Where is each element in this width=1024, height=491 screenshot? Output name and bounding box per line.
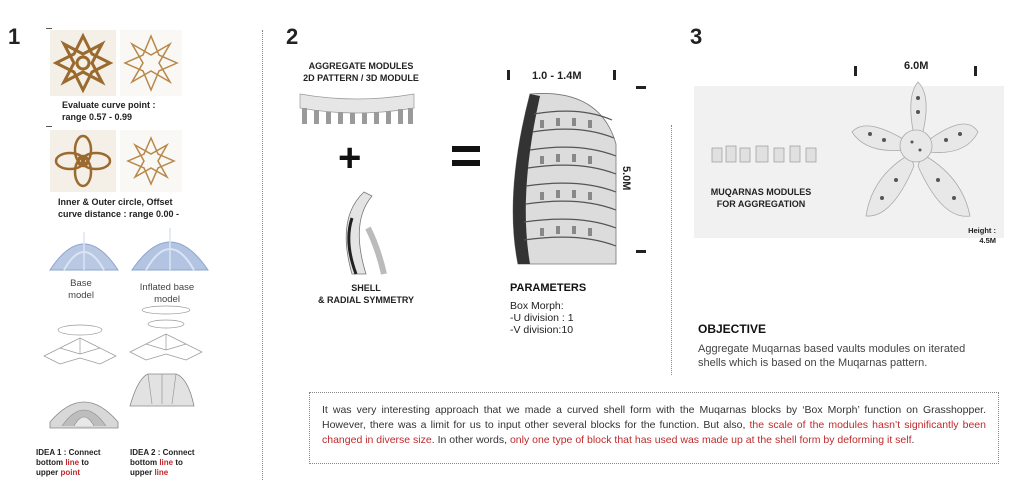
equals-bar-top [452,146,480,152]
idea1-vault-icon [46,382,122,432]
plus-symbol: + [338,136,362,180]
mark [46,28,52,29]
shell-icon [328,188,388,280]
caption-line: curve distance : range 0.00 - [58,209,180,219]
dim-height-label: 5.0M [620,166,632,191]
note-box [309,392,999,464]
height-label [962,226,996,246]
caption-offset-curve [58,196,179,220]
dim-tick-top [636,86,646,89]
parameter-item: -U division : 1 [510,312,574,324]
wireframe-pattern-icon [40,318,120,368]
dim-tick-left-3 [854,66,857,76]
text: bottom [130,458,160,467]
text: bottom [36,458,66,467]
idea1-label [36,448,101,478]
idea-line: IDEA 1 : Connect [36,448,101,457]
wireframe-pattern-2-icon [124,304,208,368]
gold-star-pattern-icon [120,30,182,96]
dim-width-label: 1.0 - 1.4M [532,70,582,82]
text: to [173,458,183,467]
note-text: It was very interesting approach that we made a curved shell form with the Muqarnas blocks by ‘Box Morph’ function on Grasshopper. However, there was a limit for us to input other several blocks for the function. But also, [322,404,986,431]
muqarnas-shell-icon [500,84,620,274]
idea-line [36,468,101,478]
base-model-icon [44,224,124,276]
label-line: Base [70,278,92,289]
dim-width-label-3: 6.0M [904,60,929,72]
dim-tick-left [507,70,510,80]
section-number-1: 1 [8,24,21,49]
label-line: SHELL [351,283,381,293]
objective-title: OBJECTIVE [698,322,767,336]
equals-bar-bottom [452,160,480,166]
label-line: model [154,294,180,305]
highlight: line [65,458,80,467]
section-number-3: 3 [690,24,703,49]
parameters-title: PARAMETERS [510,282,587,294]
inflated-model-label [132,282,202,306]
muqarnas-modules-icon [710,140,820,166]
divider-right [671,125,672,375]
idea2-vault-icon [124,370,200,414]
note-text: . In other words, [431,434,510,446]
objective-line: Aggregate Muqarnas based vaults modules on iterated [698,343,966,355]
title-line: 2D PATTERN / 3D MODULE [303,73,419,83]
note-highlight: only one type of block that has used was made up at the shell form by deforming it self [509,434,912,446]
note-highlight: the scale of the modules hasn’t significantly been changed in diverse size [322,419,986,446]
parameter-item: Box Morph: [510,300,564,312]
idea-line: IDEA 2 : Connect [130,448,195,457]
text: upper [36,468,61,477]
muqarnas-modules-label [706,186,816,210]
gold-star-3d-icon [50,30,116,96]
highlight: line [154,468,169,477]
idea-line [130,458,195,468]
aggregate-modules-title [296,60,426,84]
highlight: line [159,458,174,467]
parameters-list [510,300,574,336]
caption-evaluate-curve [62,99,156,123]
dim-tick-right [613,70,616,80]
label-line: FOR AGGREGATION [716,199,806,209]
label-line: & RADIAL SYMMETRY [317,295,414,305]
text: upper [130,468,155,477]
divider-left [262,30,263,480]
mark [46,126,52,127]
shell-label [296,282,436,306]
title-line: AGGREGATE MODULES [308,61,414,71]
idea2-label [130,448,195,478]
gold-flower-3d-icon [50,130,116,192]
parameter-item: -V division:10 [510,324,574,336]
caption-line: Inner & Outer circle, Offset [58,197,173,207]
aggregate-module-strip-icon [298,88,416,128]
idea-line [36,458,101,468]
objective-line: shells which is based on the Muqarnas pattern. [698,357,928,369]
label-line: 4.5M [979,236,996,245]
label-line: MUQARNAS MODULES [710,187,812,197]
note-text: . [911,434,915,446]
dim-tick-bottom [636,250,646,253]
base-model-label [56,278,106,302]
highlight: point [60,468,80,477]
label-line: Height : [968,226,996,235]
caption-line: Evaluate curve point : [62,100,156,110]
inflated-base-model-icon [128,222,212,276]
gold-flower-pattern-icon [120,130,182,192]
objective-text [698,342,965,370]
text: to [79,458,89,467]
caption-line: range 0.57 - 0.99 [62,112,133,122]
radial-aggregation-icon [846,76,982,226]
label-line: model [68,290,94,301]
label-line: Inflated base [139,282,195,293]
dim-tick-right-3 [974,66,977,76]
idea-line [130,468,195,478]
section-number-2: 2 [286,24,299,49]
